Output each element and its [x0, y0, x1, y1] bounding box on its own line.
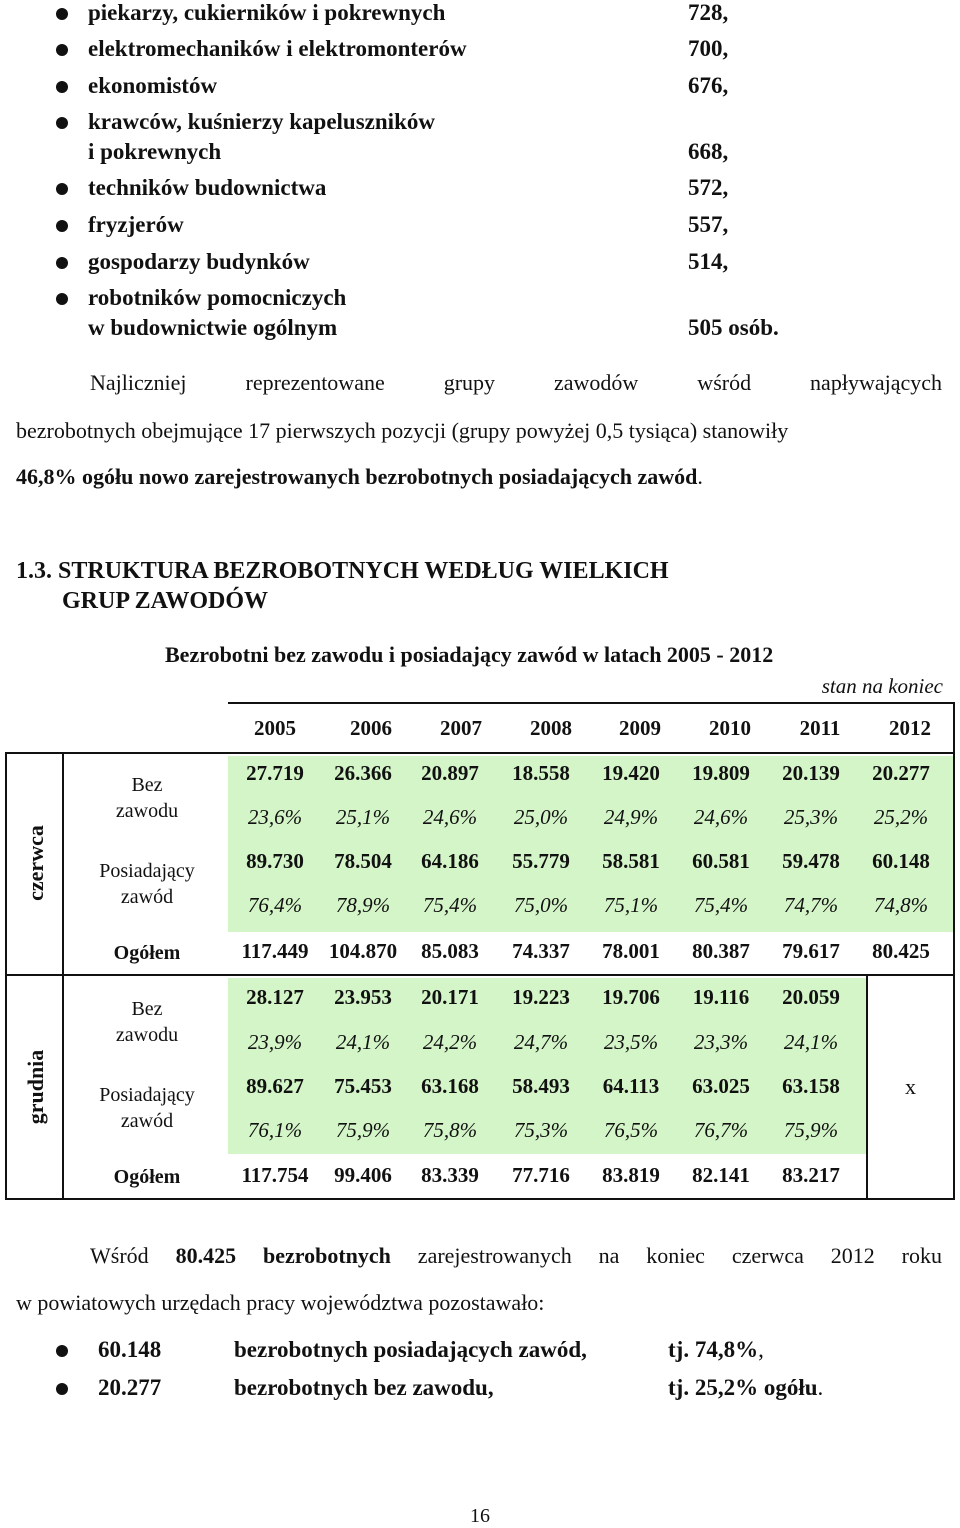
table-cell: 83.819: [602, 1163, 660, 1187]
table-cell: 75,4%: [693, 893, 749, 917]
table-cell: 63.158: [782, 1074, 840, 1098]
table-cell: 24,6%: [693, 805, 749, 829]
paragraph-bold: 46,8% ogółu nowo zarejestrowanych bezrobotnych posiadających zawód: [16, 464, 698, 489]
paragraph-line: [16, 462, 703, 492]
table-cell: 60.581: [692, 849, 750, 873]
list-item-text: bezrobotnych posiadających zawód,: [234, 1337, 587, 1362]
table-cell: 78,9%: [335, 893, 391, 917]
table-cell: 85.083: [421, 939, 479, 963]
table-subtitle: stan na koniec: [821, 674, 943, 698]
table-border-left: [5, 752, 7, 1200]
list-item-pct: [668, 1373, 823, 1403]
table-cell: 20.171: [421, 985, 479, 1009]
list-item-value: 668,: [688, 139, 729, 164]
row-label-posiadajacy: [72, 1082, 222, 1134]
table-cell: 20.059: [782, 985, 840, 1009]
row-label-line: Bez: [131, 998, 163, 1020]
table-cell: 79.617: [782, 939, 840, 963]
row-label-line: zawodu: [115, 1024, 179, 1046]
section-label-czerwca: czerwca: [23, 825, 48, 901]
table-cell: 25,2%: [873, 805, 929, 829]
list-item-label: ekonomistów: [88, 73, 218, 98]
table-cell: 63.168: [421, 1074, 479, 1098]
paragraph-line: [90, 1241, 942, 1271]
list-item-label: piekarzy, cukierników i pokrewnych: [88, 0, 446, 25]
table-cell: 82.141: [692, 1163, 750, 1187]
year-header: 2012: [889, 716, 931, 740]
year-header: 2011: [799, 716, 841, 740]
row-label-line: Posiadający: [99, 860, 195, 882]
list-item-tail: .: [817, 1375, 824, 1400]
table-cell: 64.186: [421, 849, 479, 873]
row-label-line: zawód: [120, 886, 174, 908]
table-border-right: [953, 702, 955, 1200]
table-cell: 64.113: [602, 1074, 660, 1098]
table-cell: 28.127: [246, 985, 304, 1009]
table-cell: 24,1%: [335, 1030, 391, 1054]
table-cell: 76,7%: [693, 1118, 749, 1142]
table-cell: 25,1%: [335, 805, 391, 829]
list-item-pct-value: tj. 25,2% ogółu: [668, 1375, 818, 1400]
row-label-line: zawód: [120, 1110, 174, 1132]
table-cell: 74,8%: [873, 893, 929, 917]
table-cell: 75,4%: [422, 893, 478, 917]
table-cell: 26.366: [334, 761, 392, 785]
table-cell: 75,8%: [422, 1118, 478, 1142]
section-title: STRUKTURA BEZROBOTNYCH WEDŁUG WIELKICH: [58, 558, 669, 584]
list-item-tail: ,: [758, 1337, 764, 1362]
list-item-pct-value: tj. 74,8%: [668, 1337, 759, 1362]
table-cell: 19.809: [692, 761, 750, 785]
row-label-bez: [72, 772, 222, 824]
table-cell: 75,9%: [335, 1118, 391, 1142]
list-item-value: 676,: [688, 73, 729, 98]
list-item-label: robotników pomocniczych: [88, 285, 347, 310]
table-cell: 55.779: [512, 849, 570, 873]
list-item-label: fryzjerów: [88, 212, 184, 237]
row-label-ogolem: Ogółem: [113, 942, 181, 964]
table-cell: 23,6%: [247, 805, 303, 829]
table-cell: 99.406: [334, 1163, 392, 1187]
section-heading: [16, 556, 669, 586]
table-cell: 75,9%: [783, 1118, 839, 1142]
table-cell: 24,1%: [783, 1030, 839, 1054]
table-cell: 76,1%: [247, 1118, 303, 1142]
table-cell: 20.277: [872, 761, 930, 785]
list-item-value: 572,: [688, 175, 729, 200]
table-cell: 76,4%: [247, 893, 303, 917]
table-cell: 104.870: [328, 939, 398, 963]
table-cell: 58.581: [602, 849, 660, 873]
table-cell: 19.223: [512, 985, 570, 1009]
list-item-value: 728,: [688, 0, 729, 25]
table-cell: 23,5%: [603, 1030, 659, 1054]
bullet-icon: [56, 257, 68, 269]
table-cell: 75,0%: [513, 893, 569, 917]
table-cell: 25,3%: [783, 805, 839, 829]
table-cell: 59.478: [782, 849, 840, 873]
bullet-icon: [56, 81, 68, 93]
year-header: 2008: [530, 716, 572, 740]
table-border-bottom: [5, 1198, 955, 1200]
table-cell: 18.558: [512, 761, 570, 785]
table-cell: 27.719: [246, 761, 304, 785]
table-cell: 89.627: [246, 1074, 304, 1098]
paragraph-text: Wśród: [90, 1243, 176, 1268]
row-label-ogolem: Ogółem: [113, 1166, 181, 1188]
year-header: 2006: [350, 716, 392, 740]
table-cell: 63.025: [692, 1074, 750, 1098]
not-applicable-mark: x: [905, 1074, 916, 1099]
row-label-line: Bez: [131, 774, 163, 796]
section-title-cont: GRUP ZAWODÓW: [62, 588, 269, 614]
table-cell: 75,3%: [513, 1118, 569, 1142]
table-cell: 23,3%: [693, 1030, 749, 1054]
table-cell: 20.897: [421, 761, 479, 785]
list-item-pct: [668, 1335, 764, 1365]
table-cell: 23,9%: [247, 1030, 303, 1054]
table-cell: 80.387: [692, 939, 750, 963]
paragraph-end: .: [697, 464, 703, 489]
paragraph-line: w powiatowych urzędach pracy województwa pozostawało:: [16, 1290, 545, 1315]
row-label-posiadajacy: [72, 858, 222, 910]
section-label-grudnia: grudnia: [23, 1049, 48, 1125]
list-item-label-cont: w budownictwie ogólnym: [88, 315, 338, 340]
bullet-icon: [56, 1345, 68, 1357]
list-item-label: krawców, kuśnierzy kapeluszników: [88, 109, 435, 134]
list-item-value: 514,: [688, 249, 729, 274]
table-cell: 19.116: [692, 985, 750, 1009]
table-cell: 60.148: [872, 849, 930, 873]
bullet-icon: [56, 183, 68, 195]
bullet-icon: [56, 293, 68, 305]
list-item-number: 60.148: [98, 1337, 162, 1362]
table-cell: 20.139: [782, 761, 840, 785]
bullet-icon: [56, 44, 68, 56]
list-item-text: bezrobotnych bez zawodu,: [234, 1375, 494, 1400]
table-cell: 19.420: [602, 761, 660, 785]
list-item-label: elektromechaników i elektromonterów: [88, 36, 467, 61]
table-title: Bezrobotni bez zawodu i posiadający zawód w latach 2005 - 2012: [165, 642, 774, 667]
year-header: 2005: [254, 716, 296, 740]
list-item-value: 700,: [688, 36, 729, 61]
list-item-value: 557,: [688, 212, 729, 237]
row-label-line: Posiadający: [99, 1084, 195, 1106]
table-cell: 19.706: [602, 985, 660, 1009]
paragraph-line: bezrobotnych obejmujące 17 pierwszych pozycji (grupy powyżej 0,5 tysiąca) stanowiły: [16, 418, 789, 443]
table-cell: 24,9%: [603, 805, 659, 829]
table-cell: 25,0%: [513, 805, 569, 829]
bullet-icon: [56, 8, 68, 20]
table-cell: 78.001: [602, 939, 660, 963]
table-cell: 74.337: [512, 939, 570, 963]
year-header: 2007: [440, 716, 482, 740]
row-label-bez: [72, 996, 222, 1048]
bullet-icon: [56, 117, 68, 129]
table-cell: 24,2%: [422, 1030, 478, 1054]
bullet-icon: [56, 1383, 68, 1395]
table-cell: 117.449: [241, 939, 309, 963]
table-cell: 24,6%: [422, 805, 478, 829]
table-cell: 24,7%: [513, 1030, 569, 1054]
table-cell: 74,7%: [783, 893, 839, 917]
table-cell: 75.453: [334, 1074, 392, 1098]
table-header-rule: [5, 752, 955, 754]
bullet-icon: [56, 220, 68, 232]
table-cell: 76,5%: [603, 1118, 659, 1142]
paragraph-text: zarejestrowanych na koniec czerwca 2012 roku: [390, 1243, 943, 1268]
table-cell: 89.730: [246, 849, 304, 873]
table-cell: 78.504: [334, 849, 392, 873]
table-cell: 77.716: [512, 1163, 570, 1187]
table-section-rule: [5, 974, 955, 976]
table-cell: 58.493: [512, 1074, 570, 1098]
table-cell: 75,1%: [603, 893, 659, 917]
table-cell: 117.754: [241, 1163, 309, 1187]
section-number: 1.3.: [16, 558, 52, 584]
table-border-top: [228, 702, 955, 704]
list-item-label-cont: i pokrewnych: [88, 139, 222, 164]
list-item-value: 505 osób.: [688, 315, 779, 340]
table-cell: 80.425: [872, 939, 930, 963]
table-cell: 23.953: [334, 985, 392, 1009]
table-cell: 83.217: [782, 1163, 840, 1187]
page-number: 16: [470, 1505, 490, 1527]
year-header: 2009: [619, 716, 661, 740]
paragraph-bold: 80.425 bezrobotnych: [175, 1243, 391, 1268]
paragraph-line: Najliczniej reprezentowane grupy zawodów wśród napływających: [90, 370, 942, 395]
row-label-line: zawodu: [115, 800, 179, 822]
list-item-label: gospodarzy budynków: [88, 249, 310, 274]
table-cell: 83.339: [421, 1163, 479, 1187]
year-header: 2010: [709, 716, 751, 740]
table-col-rule: [62, 752, 64, 1200]
list-item-label: techników budownictwa: [88, 175, 327, 200]
list-item-number: 20.277: [98, 1375, 162, 1400]
